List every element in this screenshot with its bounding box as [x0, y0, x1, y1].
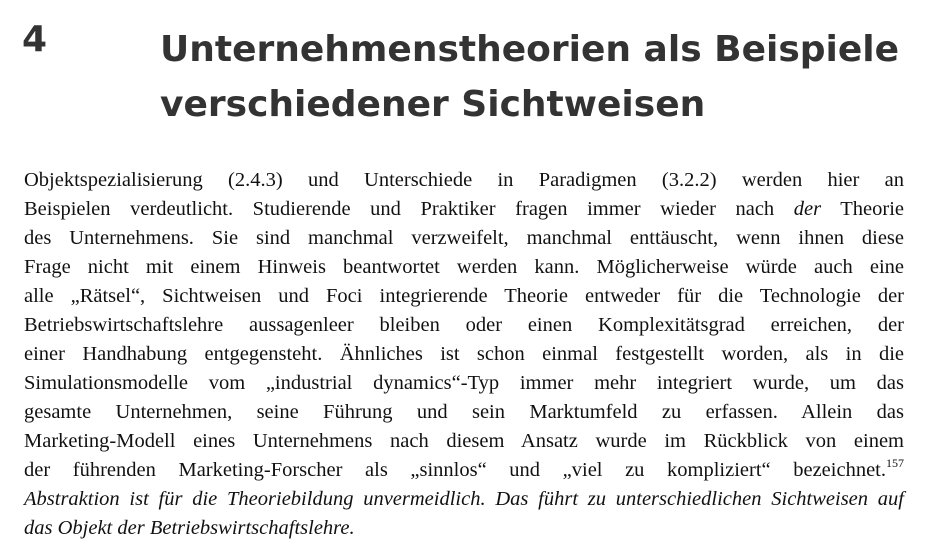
- text-line-3: des Unternehmens. Sie sind manchmal verzweifelt, manchmal enttäuscht, wenn ihnen diese: [24, 227, 904, 249]
- text-line-11: der führenden Marketing-Forscher als „sinnlos“ und „viel zu kompliziert“ bezeichnet.$^{157}$: [24, 456, 904, 481]
- text-line-9: gesamte Unternehmen, seine Führung und sein Marktumfeld zu erfassen. Allein das: [24, 401, 904, 423]
- text-line-1: Objektspezialisierung (2.4.3) und Unterschiede in Paradigmen (3.2.2) werden hier an: [24, 169, 904, 191]
- chapter-title-line-1: Unternehmenstheorien als Beispiele: [160, 29, 900, 70]
- text-line-8: Simulationsmodelle vom „industrial dynamics“-Typ immer mehr integriert wurde, um das: [24, 372, 904, 394]
- chapter-number: 4: [22, 19, 48, 60]
- text-line-6: Betriebswirtschaftslehre aussagenleer bleiben oder einen Komplexitätsgrad erreichen, der: [24, 314, 904, 336]
- text-line-7: einer Handhabung entgegensteht. Ähnliches ist schon einmal festgestellt worden, als in die: [24, 343, 904, 365]
- footnote-marker: 157: [886, 456, 904, 470]
- chapter-title-line-2: verschiedener Sichtweisen: [160, 84, 706, 125]
- chapter-title: [160, 22, 930, 132]
- emphasis-der: der: [793, 198, 822, 220]
- text-line-4: Frage nicht mit einem Hinweis beantwortet werden kann. Möglicherweise würde auch eine: [24, 256, 904, 278]
- body-paragraph: [24, 166, 904, 543]
- italic-line-2: das Objekt der Betriebswirtschaftslehre.: [24, 517, 355, 539]
- italic-line-1: Abstraktion ist für die Theoriebildung unvermeidlich. Das führt zu unterschiedlichen Sichtweisen auf: [24, 488, 904, 510]
- text-line-5: alle „Rätsel“, Sichtweisen und Foci integrierende Theorie entweder für die Technologie der: [24, 285, 904, 307]
- text-line-2: Beispielen verdeutlicht. Studierende und Praktiker fragen immer wieder nach der Theorie: [24, 198, 904, 220]
- text-line-10: Marketing-Modell eines Unternehmens nach diesem Ansatz wurde im Rückblick von einem: [24, 430, 904, 452]
